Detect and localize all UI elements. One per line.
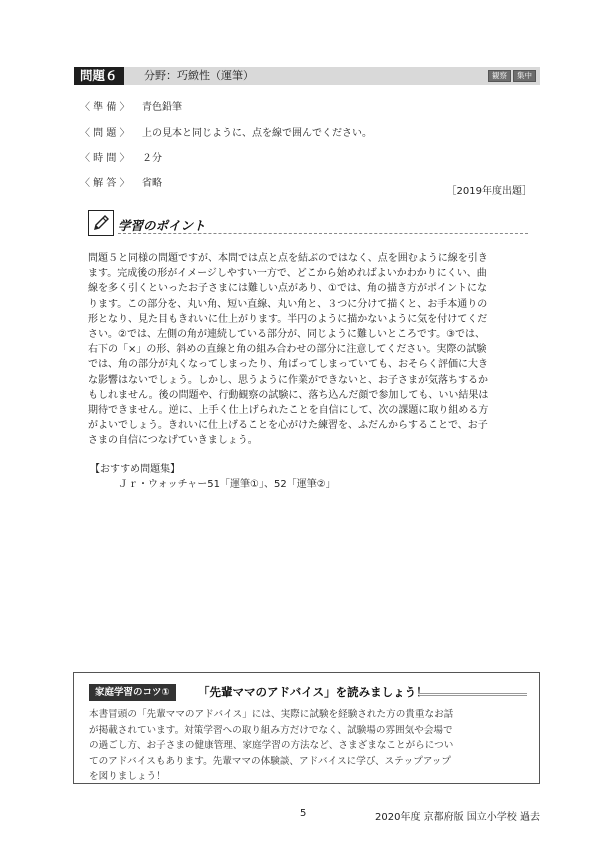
- body-line: 線を多く引くといったお子さまには難しい点があり、①では、角の描き方がポイントにな: [88, 283, 487, 295]
- info-preparation: [80, 98, 182, 113]
- info-value: 上の見本と同じように、点を線で囲んでください。: [142, 128, 372, 139]
- body-line: もしれません。後の問題や、行動観察の試験に、落ち込んだ顔で参加しても、いい結果は: [88, 389, 489, 401]
- info-value: 青色鉛筆: [142, 102, 182, 113]
- footer-info: 2020年度 京都府版 国立小学校 過去: [375, 812, 540, 823]
- pencil-icon: [88, 210, 114, 236]
- tips-title: 「先輩ママのアドバイス」を読みましょう！: [198, 685, 428, 699]
- info-key: 〈 解 答 〉: [80, 178, 130, 189]
- badge-concentration: 集中: [513, 70, 536, 82]
- problem-header: [74, 67, 540, 85]
- info-value: ２分: [142, 153, 162, 164]
- body-line: がよいでしょう。きれいに仕上げることを心がけた練習を、ふだんからすることで、お子: [88, 420, 488, 432]
- body-line: さまの自信につなげていきましょう。: [88, 435, 258, 447]
- info-key: 〈 時 間 〉: [80, 153, 130, 164]
- tips-decor-line: [419, 693, 527, 696]
- body-line: さい。②では、左側の角が連続している部分が、同じように難しいところです。③では、: [88, 329, 486, 341]
- learning-point-title: 学習のポイント: [118, 218, 206, 233]
- page-number: 5: [300, 808, 307, 819]
- category-badges: [488, 70, 536, 82]
- tips-tag: 家庭学習のコツ①: [89, 684, 176, 701]
- body-line: ます。完成後の形がイメージしやすい一方で、どこから始めればよいかわかりにくい、曲: [88, 268, 487, 280]
- recommend-item: Ｊｒ・ウォッチャー51「運筆①」、52「運筆②」: [118, 479, 336, 490]
- home-study-tips-box: [73, 672, 540, 784]
- body-line: 期待できません。逆に、上手く仕上げられたことを自信にして、次の課題に取り組める方: [88, 405, 489, 417]
- learning-point-heading: [88, 210, 528, 240]
- info-answer: [80, 174, 162, 189]
- info-time: [80, 149, 162, 164]
- problem-field: 分野：巧緻性（運筆）: [144, 69, 254, 82]
- body-line: な影響はないでしょう。しかし、思うように作業ができないと、お子さまが気落ちするか: [88, 374, 488, 386]
- info-key: 〈 準 備 〉: [80, 102, 130, 113]
- learning-point-body: [88, 251, 528, 449]
- body-line: 形となり、見た目もきれいに仕上がります。半円のように描かないように気を付けてくだ: [88, 313, 488, 325]
- tips-body: [89, 707, 529, 785]
- problem-number: 問題６: [74, 67, 124, 85]
- info-question: [80, 124, 372, 139]
- body-line: では、角の部分が丸くなってしまったり、角ばってしまっていても、おそらく評価に大き: [88, 359, 488, 371]
- info-value: 省略: [142, 178, 162, 189]
- body-line: ります。この部分を、丸い角、短い直線、丸い角と、３つに分けて描くと、お手本通りの: [88, 298, 488, 310]
- badge-observation: 観察: [488, 70, 511, 82]
- tips-line: が掲載されています。対策学習への取り組み方だけでなく、試験場の雰囲気や会場で: [89, 724, 453, 736]
- info-key: 〈 問 題 〉: [80, 128, 130, 139]
- tips-line: 本書冒頭の「先輩ママのアドバイス」には、実際に試験を経験された方の貴重なお話: [89, 709, 454, 720]
- heading-underline: [118, 233, 528, 234]
- body-line: 問題５と同様の問題ですが、本問では点と点を結ぶのではなく、点を囲むように線を引き: [88, 253, 488, 264]
- body-line: 右下の「×」の形、斜めの直線と角の組み合わせの部分に注意してください。実際の試験: [88, 344, 487, 356]
- tips-line: を図りましょう！: [89, 771, 166, 783]
- tips-line: てのアドバイスもあります。先輩ママの体験談、アドバイスに学び、ステップアップ: [89, 755, 451, 767]
- tips-line: の過ごし方、お子さまの健康管理、家庭学習の方法など、さまざまなことがらについ: [89, 740, 454, 752]
- year-note: ［2019年度出題］: [446, 186, 532, 197]
- recommend-heading: 【おすすめ問題集】: [90, 464, 181, 475]
